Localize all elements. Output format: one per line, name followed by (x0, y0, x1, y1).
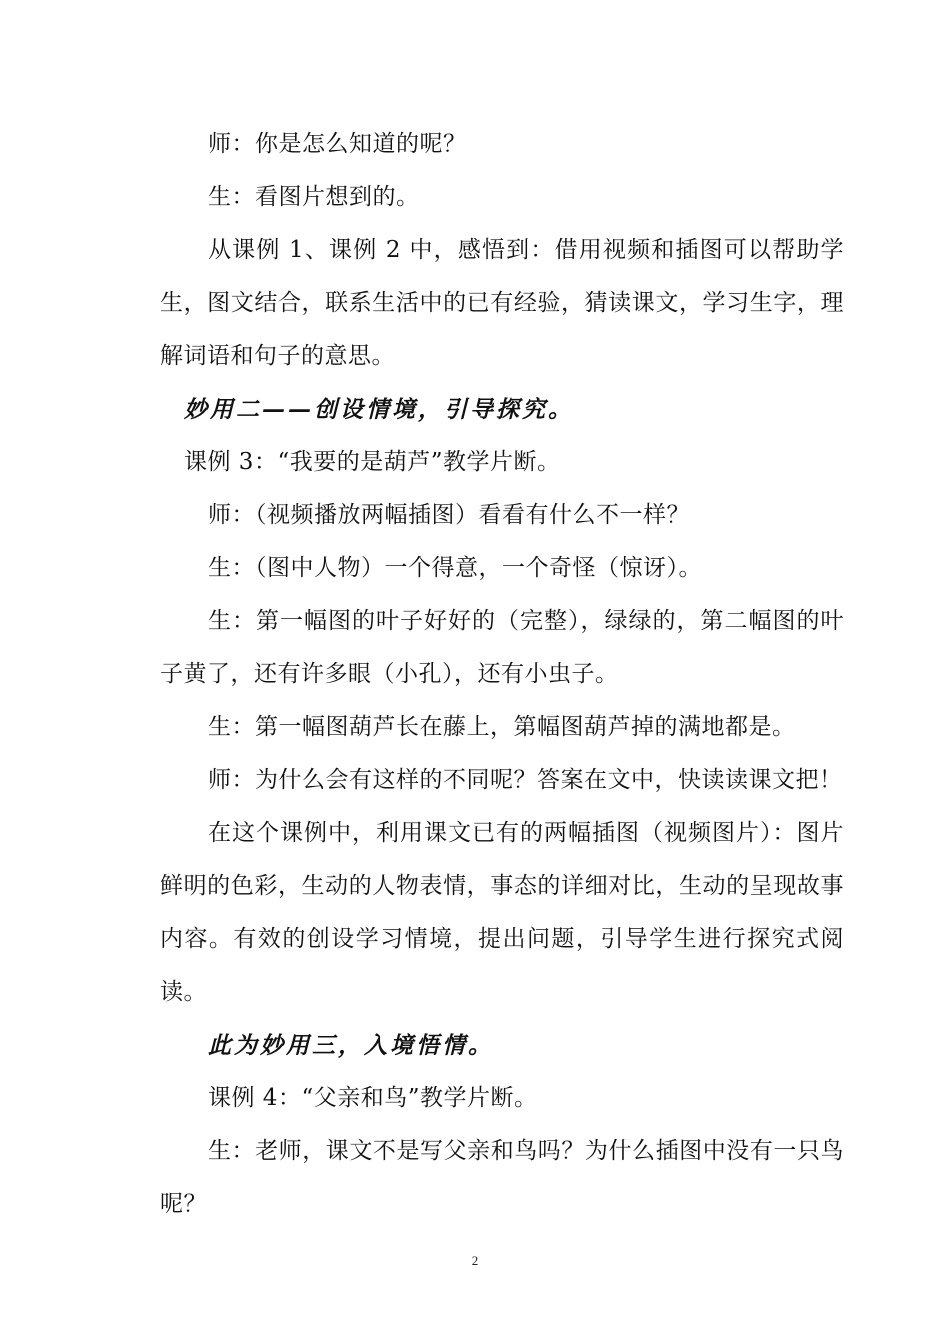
paragraph-teacher-video: 师：（视频播放两幅插图）看看有什么不一样？ (208, 502, 690, 528)
paragraph-case-3-analysis: 在这个课例中，利用课文已有的两幅插图（视频图片）：图片鲜明的色彩，生动的人物表情，事态的详细对比，生动的呈现故事内容。有效的创设学习情境，提出问题，引导学生进行探究式阅读。 (160, 820, 844, 1005)
paragraph-student-figures: 生：（图中人物）一个得意，一个奇怪（惊讶）。 (208, 555, 702, 581)
section-heading-use-three: 此为妙用三，入境悟情。 (208, 1032, 494, 1059)
paragraph-student-bird-question: 生：老师，课文不是写父亲和鸟吗？为什么插图中没有一只鸟呢？ (160, 1138, 844, 1217)
section-heading-use-two: 妙用二——创设情境，引导探究。 (184, 396, 574, 423)
paragraph-teacher-why: 师：为什么会有这样的不同呢？答案在文中，快读读课文把！ (208, 767, 843, 793)
document-body (160, 118, 844, 1231)
paragraph-student-leaves: 生：第一幅图的叶子好好的（完整），绿绿的，第二幅图的叶子黄了，还有许多眼（小孔），还有小虫子。 (160, 608, 844, 687)
paragraph-summary-cases-1-2: 从课例 1、课例 2 中，感悟到：借用视频和插图可以帮助学生，图文结合，联系生活中的已有经验，猜读课文，学习生字，理解词语和句子的意思。 (160, 237, 844, 369)
paragraph-teacher-question: 师：你是怎么知道的呢？ (208, 131, 467, 157)
page-number: 2 (471, 1253, 479, 1268)
paragraph-case-4-title: 课例 4：“父亲和鸟”教学片断。 (208, 1085, 538, 1111)
paragraph-student-gourds: 生：第一幅图葫芦长在藤上，第幅图葫芦掉的满地都是。 (208, 714, 796, 740)
paragraph-case-3-title: 课例 3：“我要的是葫芦”教学片断。 (184, 449, 561, 475)
paragraph-student-answer: 生：看图片想到的。 (208, 184, 420, 210)
